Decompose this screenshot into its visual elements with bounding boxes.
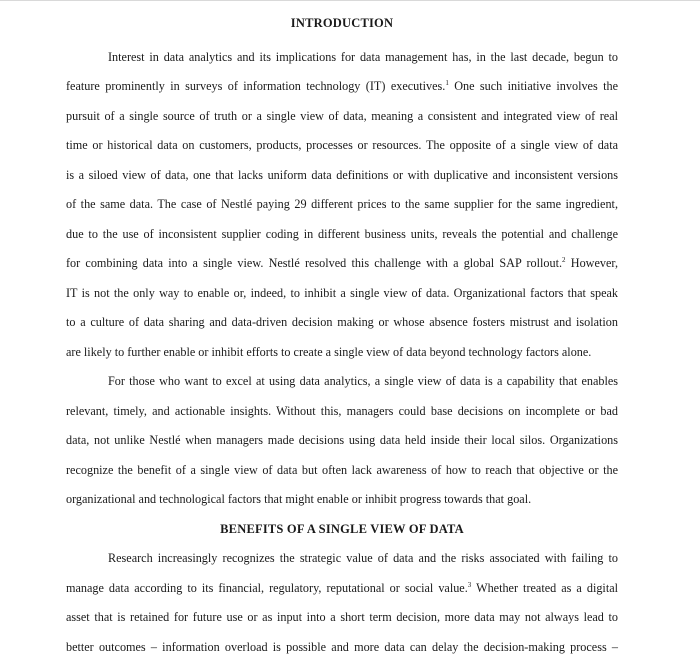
paragraph-line: asset that is retained for future use or as input into a short term decision, more data may not always lead to: [66, 603, 618, 633]
paragraph-line: pursuit of a single source of truth or a single view of data, meaning a consistent and integrated view of real: [66, 102, 618, 132]
paragraph-line: is a siloed view of data, one that lacks uniform data definitions or with duplicative and inconsistent versions: [66, 161, 618, 191]
line-text: One such initiative involves the: [449, 79, 618, 93]
line-text: However,: [566, 256, 618, 270]
paragraph-line: of the same data. The case of Nestlé paying 29 different prices to the same supplier for the same ingredient,: [66, 190, 618, 220]
heading-introduction: INTRODUCTION: [66, 13, 618, 43]
paragraph-line: [66, 249, 618, 279]
paragraph-line: are likely to further enable or inhibit efforts to create a single view of data beyond technology factors alone.: [66, 338, 618, 368]
heading-benefits: BENEFITS OF A SINGLE VIEW OF DATA: [66, 515, 618, 545]
document-body: [66, 13, 618, 662]
paragraph-3: [66, 544, 618, 662]
paragraph-line: Interest in data analytics and its implications for data management has, in the last decade, begun to: [66, 43, 618, 73]
paragraph-line: For those who want to excel at using data analytics, a single view of data is a capability that enables: [66, 367, 618, 397]
line-text: manage data according to its financial, regulatory, reputational or social value.: [66, 581, 468, 595]
footnote-marker: 2: [562, 256, 566, 264]
paragraph-line: to a culture of data sharing and data-driven decision making or whose absence fosters mistrust and isolation: [66, 308, 618, 338]
paragraph-line: due to the use of inconsistent supplier coding in different business units, reveals the potential and challenge: [66, 220, 618, 250]
paragraph-line: recognize the benefit of a single view of data but often lack awareness of how to reach that objective or the: [66, 456, 618, 486]
paragraph-line: IT is not the only way to enable or, indeed, to inhibit a single view of data. Organizational factors that speak: [66, 279, 618, 309]
paragraph-line: [66, 72, 618, 102]
line-text: Whether treated as a digital: [471, 581, 618, 595]
footnote-marker: 1: [445, 79, 449, 87]
line-text: for combining data into a single view. Nestlé resolved this challenge with a global SAP rollout.: [66, 256, 562, 270]
paragraph-line: data, not unlike Nestlé when managers made decisions using data held inside their local silos. Organizations: [66, 426, 618, 456]
footnote-marker: 3: [468, 580, 472, 588]
paragraph-line: relevant, timely, and actionable insights. Without this, managers could base decisions on incomplete or bad: [66, 397, 618, 427]
paragraph-line: better outcomes – information overload is possible and more data can delay the decision-making process –: [66, 633, 618, 662]
paragraph-line: organizational and technological factors that might enable or inhibit progress towards that goal.: [66, 485, 618, 515]
paragraph-line: Research increasingly recognizes the strategic value of data and the risks associated with failing to: [66, 544, 618, 574]
line-text: feature prominently in surveys of information technology (IT) executives.: [66, 79, 445, 93]
paragraph-line: [66, 574, 618, 604]
paragraph-1: [66, 43, 618, 368]
paragraph-line: time or historical data on customers, products, processes or resources. The opposite of a single view of data: [66, 131, 618, 161]
paragraph-2: [66, 367, 618, 515]
